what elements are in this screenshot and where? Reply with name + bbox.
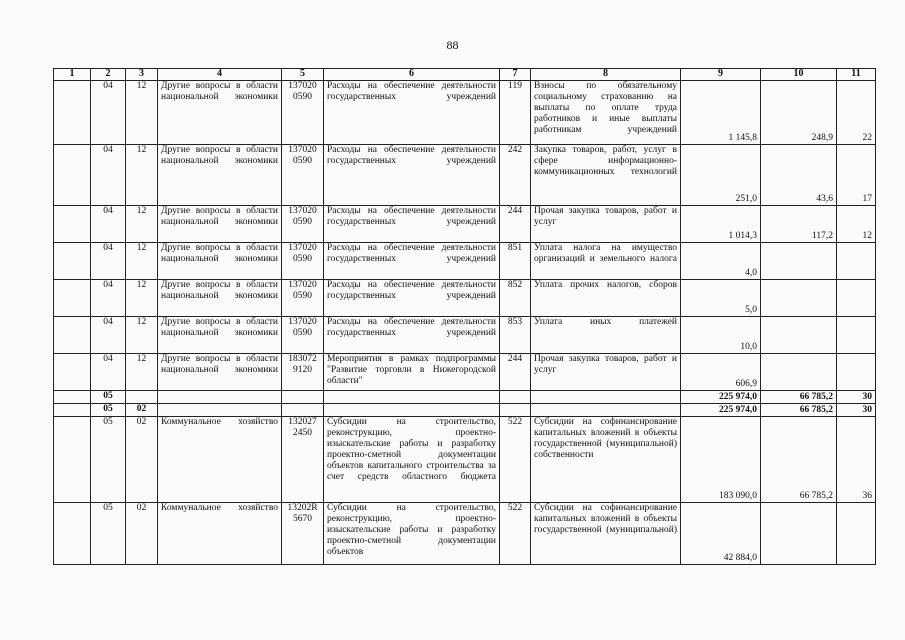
cell-amount-plan: 1 145,8 xyxy=(681,81,761,145)
cell-target-article: 137020 0590 xyxy=(282,81,324,145)
cell-expense-type-name: Взносы по обязательному социальному страхованию на выплаты по оплате труда работников и иные выплаты работникам учреждений xyxy=(531,81,681,145)
header-cell: 11 xyxy=(837,69,876,81)
cell-amount-actual xyxy=(761,243,837,280)
cell-subsection-name: Коммунальное хозяйство xyxy=(158,503,282,565)
cell-subsection-name: Другие вопросы в области национальной экономики xyxy=(158,354,282,391)
cell-subsection: 12 xyxy=(126,280,158,317)
cell-section: 04 xyxy=(91,354,126,391)
cell-amount-plan: 183 090,0 xyxy=(681,417,761,503)
cell-expense-type: 853 xyxy=(500,317,531,354)
cell-expense-type: 242 xyxy=(500,145,531,206)
cell-subsection-name: Другие вопросы в области национальной экономики xyxy=(158,317,282,354)
cell-expense-type-name: Уплата налога на имущество организаций и земельного налога xyxy=(531,243,681,280)
table-row xyxy=(54,417,876,503)
cell-section: 04 xyxy=(91,81,126,145)
cell-subsection: 02 xyxy=(126,417,158,503)
cell-empty xyxy=(54,243,91,280)
table-row xyxy=(54,243,876,280)
cell-amount-actual xyxy=(761,280,837,317)
cell-empty xyxy=(54,145,91,206)
cell-amount-actual xyxy=(761,354,837,391)
cell-section: 04 xyxy=(91,145,126,206)
cell-section: 04 xyxy=(91,206,126,243)
cell-section: 04 xyxy=(91,317,126,354)
cell-empty xyxy=(54,404,91,417)
cell-subsection-name: Другие вопросы в области национальной экономики xyxy=(158,243,282,280)
table-row xyxy=(54,391,876,404)
cell-amount-plan: 225 974,0 xyxy=(681,391,761,404)
cell-amount-plan: 606,9 xyxy=(681,354,761,391)
cell-empty xyxy=(54,280,91,317)
cell-target-article-name: Расходы на обеспечение деятельности государственных учреждений xyxy=(324,206,500,243)
cell-percent xyxy=(837,354,876,391)
cell-percent: 36 xyxy=(837,417,876,503)
page-number: 88 xyxy=(446,38,459,52)
table-body xyxy=(54,81,876,565)
cell-expense-type: 522 xyxy=(500,417,531,503)
cell-subsection-name xyxy=(158,391,282,404)
cell-target-article-name xyxy=(324,391,500,404)
cell-percent: 17 xyxy=(837,145,876,206)
cell-empty xyxy=(54,354,91,391)
cell-subsection-name: Другие вопросы в области национальной экономики xyxy=(158,206,282,243)
cell-section: 05 xyxy=(91,417,126,503)
cell-expense-type-name: Закупка товаров, работ, услуг в сфере информационно-коммуникационных технологий xyxy=(531,145,681,206)
cell-subsection: 12 xyxy=(126,81,158,145)
cell-amount-plan: 42 884,0 xyxy=(681,503,761,565)
cell-section: 05 xyxy=(91,404,126,417)
header-cell: 9 xyxy=(681,69,761,81)
cell-amount-actual: 66 785,2 xyxy=(761,417,837,503)
cell-subsection-name xyxy=(158,404,282,417)
cell-expense-type: 244 xyxy=(500,354,531,391)
cell-amount-actual: 43,6 xyxy=(761,145,837,206)
cell-expense-type xyxy=(500,404,531,417)
table-row xyxy=(54,354,876,391)
header-cell: 3 xyxy=(126,69,158,81)
cell-amount-plan: 1 014,3 xyxy=(681,206,761,243)
cell-amount-plan: 10,0 xyxy=(681,317,761,354)
cell-section: 05 xyxy=(91,391,126,404)
cell-target-article: 137020 0590 xyxy=(282,206,324,243)
cell-subsection-name: Другие вопросы в области национальной экономики xyxy=(158,81,282,145)
cell-target-article xyxy=(282,404,324,417)
cell-expense-type-name: Уплата иных платежей xyxy=(531,317,681,354)
cell-empty xyxy=(54,503,91,565)
cell-subsection-name: Другие вопросы в области национальной экономики xyxy=(158,145,282,206)
cell-expense-type-name xyxy=(531,391,681,404)
cell-target-article: 183072 9120 xyxy=(282,354,324,391)
cell-expense-type xyxy=(500,391,531,404)
cell-expense-type-name: Уплата прочих налогов, сборов xyxy=(531,280,681,317)
table-row xyxy=(54,280,876,317)
cell-amount-actual xyxy=(761,317,837,354)
cell-section: 04 xyxy=(91,243,126,280)
cell-target-article-name xyxy=(324,404,500,417)
cell-amount-actual: 66 785,2 xyxy=(761,391,837,404)
table-row xyxy=(54,81,876,145)
header-cell: 1 xyxy=(54,69,91,81)
cell-target-article-name: Расходы на обеспечение деятельности государственных учреждений xyxy=(324,280,500,317)
header-cell: 5 xyxy=(282,69,324,81)
table-row xyxy=(54,206,876,243)
header-cell: 10 xyxy=(761,69,837,81)
cell-subsection: 12 xyxy=(126,206,158,243)
cell-amount-plan: 5,0 xyxy=(681,280,761,317)
cell-subsection: 12 xyxy=(126,317,158,354)
cell-empty xyxy=(54,206,91,243)
cell-target-article-name: Расходы на обеспечение деятельности государственных учреждений xyxy=(324,243,500,280)
cell-section: 04 xyxy=(91,280,126,317)
cell-percent xyxy=(837,280,876,317)
cell-expense-type: 244 xyxy=(500,206,531,243)
cell-empty xyxy=(54,317,91,354)
cell-percent: 12 xyxy=(837,206,876,243)
cell-percent xyxy=(837,503,876,565)
cell-target-article: 137020 0590 xyxy=(282,317,324,354)
cell-subsection: 02 xyxy=(126,404,158,417)
header-cell: 2 xyxy=(91,69,126,81)
header-cell: 8 xyxy=(531,69,681,81)
cell-target-article xyxy=(282,391,324,404)
cell-target-article-name: Субсидии на строительство, реконструкцию, проектно-изыскательские работы и разработку проектно-сметной документации объектов капитального строительства за счет средств областного бюджета xyxy=(324,417,500,503)
header-cell: 6 xyxy=(324,69,500,81)
cell-target-article: 137020 0590 xyxy=(282,243,324,280)
cell-subsection: 12 xyxy=(126,354,158,391)
cell-target-article-name: Расходы на обеспечение деятельности государственных учреждений xyxy=(324,145,500,206)
cell-expense-type-name xyxy=(531,404,681,417)
cell-expense-type-name: Субсидии на софинансирование капитальных вложений в объекты государственной (муниципальной) xyxy=(531,503,681,565)
cell-target-article: 137020 0590 xyxy=(282,280,324,317)
header-row xyxy=(54,69,876,81)
cell-subsection-name: Другие вопросы в области национальной экономики xyxy=(158,280,282,317)
cell-amount-actual xyxy=(761,503,837,565)
cell-target-article: 132027 2450 xyxy=(282,417,324,503)
cell-expense-type: 522 xyxy=(500,503,531,565)
cell-expense-type-name: Прочая закупка товаров, работ и услуг xyxy=(531,206,681,243)
cell-amount-actual: 117,2 xyxy=(761,206,837,243)
header-cell: 4 xyxy=(158,69,282,81)
cell-subsection-name: Коммунальное хозяйство xyxy=(158,417,282,503)
cell-section: 05 xyxy=(91,503,126,565)
cell-subsection: 12 xyxy=(126,145,158,206)
cell-percent xyxy=(837,317,876,354)
cell-amount-plan: 4,0 xyxy=(681,243,761,280)
cell-percent xyxy=(837,243,876,280)
cell-expense-type: 119 xyxy=(500,81,531,145)
table-row xyxy=(54,317,876,354)
cell-amount-plan: 225 974,0 xyxy=(681,404,761,417)
cell-target-article-name: Субсидии на строительство, реконструкцию, проектно-изыскательские работы и разработку проектно-сметной документации объектов xyxy=(324,503,500,565)
cell-target-article: 13202R 5670 xyxy=(282,503,324,565)
cell-target-article-name: Расходы на обеспечение деятельности государственных учреждений xyxy=(324,317,500,354)
cell-amount-actual: 66 785,2 xyxy=(761,404,837,417)
table-row xyxy=(54,503,876,565)
cell-target-article-name: Мероприятия в рамках подпрограммы "Развитие торговли в Нижегородской области" xyxy=(324,354,500,391)
cell-expense-type: 851 xyxy=(500,243,531,280)
cell-percent: 30 xyxy=(837,404,876,417)
cell-empty xyxy=(54,81,91,145)
budget-table xyxy=(53,68,876,565)
cell-percent: 22 xyxy=(837,81,876,145)
cell-percent: 30 xyxy=(837,391,876,404)
cell-expense-type-name: Субсидии на софинансирование капитальных вложений в объекты государственной (муниципальной) собственности xyxy=(531,417,681,503)
cell-amount-plan: 251,0 xyxy=(681,145,761,206)
cell-expense-type: 852 xyxy=(500,280,531,317)
cell-subsection xyxy=(126,391,158,404)
cell-subsection: 12 xyxy=(126,243,158,280)
cell-target-article-name: Расходы на обеспечение деятельности государственных учреждений xyxy=(324,81,500,145)
table-row xyxy=(54,404,876,417)
cell-expense-type-name: Прочая закупка товаров, работ и услуг xyxy=(531,354,681,391)
cell-empty xyxy=(54,417,91,503)
cell-empty xyxy=(54,391,91,404)
cell-target-article: 137020 0590 xyxy=(282,145,324,206)
cell-subsection: 02 xyxy=(126,503,158,565)
cell-amount-actual: 248,9 xyxy=(761,81,837,145)
header-cell: 7 xyxy=(500,69,531,81)
table-row xyxy=(54,145,876,206)
